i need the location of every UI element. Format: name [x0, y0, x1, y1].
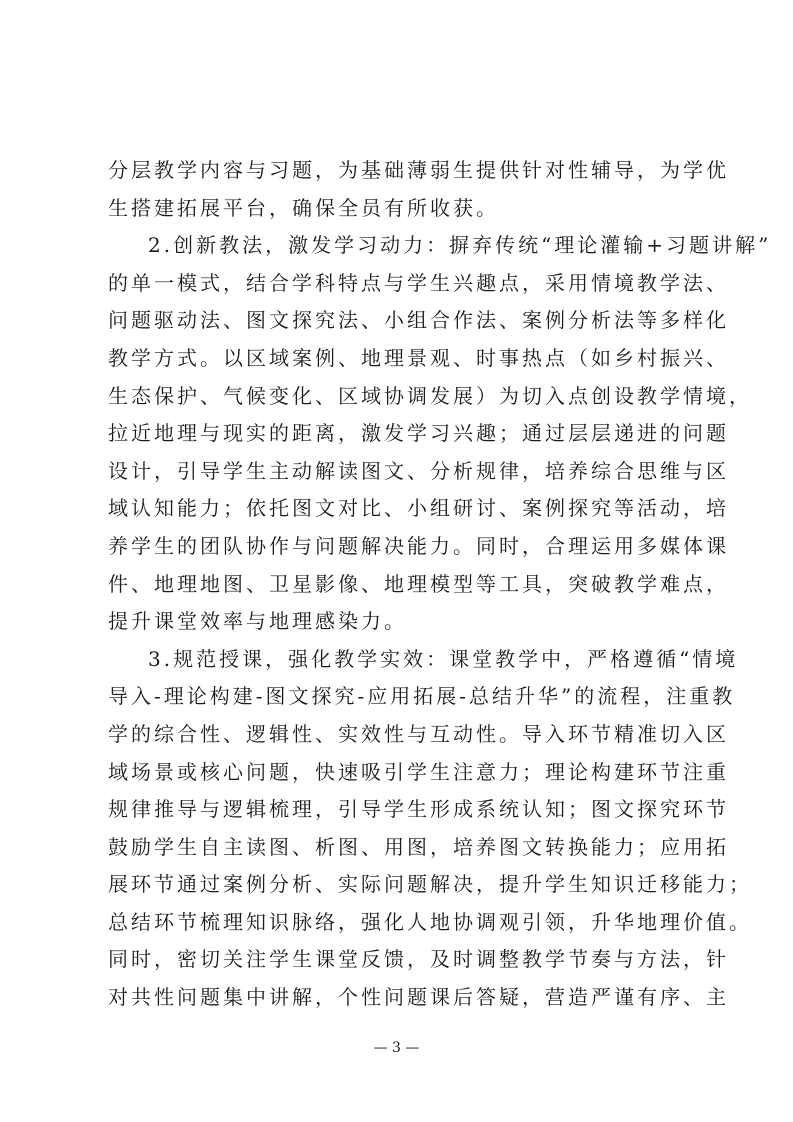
- text-line: 对共性问题集中讲解，个性问题课后答疑，营造严谨有序、主: [108, 985, 729, 1010]
- text-line: 规律推导与逻辑梳理，引导学生形成系统认知；图文探究环节: [108, 797, 729, 822]
- body-text: [108, 152, 772, 1017]
- text-line: 养学生的团队协作与问题解决能力。同时，合理运用多媒体课: [108, 533, 729, 558]
- text-line: 总结环节梳理知识脉络，强化人地协调观引领，升华地理价值。: [108, 909, 752, 934]
- text-line: 展环节通过案例分析、实际问题解决，提升学生知识迁移能力；: [108, 872, 752, 897]
- text-line: 分层教学内容与习题，为基础薄弱生提供针对性辅导，为学优: [108, 158, 729, 182]
- page-number: — 3 —: [373, 1040, 420, 1056]
- text-line: 域场景或核心问题，快速吸引学生注意力；理论构建环节注重: [108, 759, 729, 784]
- text-line: 提升课堂效率与地理感染力。: [108, 609, 407, 634]
- paragraph-start-line: 3.规范授课，强化教学实效：课堂教学中，严格遵循“情境: [148, 646, 739, 671]
- text-line: 教学方式。以区域案例、地理景观、时事热点（如乡村振兴、: [108, 345, 729, 370]
- text-line: 问题驱动法、图文探究法、小组合作法、案例分析法等多样化: [108, 308, 729, 333]
- text-line: 鼓励学生自主读图、析图、用图，培养图文转换能力；应用拓: [108, 834, 729, 859]
- text-line: 学的综合性、逻辑性、实效性与互动性。导入环节精准切入区: [108, 721, 729, 746]
- text-line: 生搭建拓展平台，确保全员有所收获。: [108, 195, 499, 220]
- text-line: 设计，引导学生主动解读图文、分析规律，培养综合思维与区: [108, 458, 729, 483]
- text-line: 的单一模式，结合学科特点与学生兴趣点，采用情境教学法、: [108, 270, 729, 295]
- text-line: 生态保护、气候变化、区域协调发展）为切入点创设教学情境，: [108, 383, 752, 408]
- text-line: 域认知能力；依托图文对比、小组研讨、案例探究等活动，培: [108, 496, 729, 521]
- text-line: 拉近地理与现实的距离，激发学习兴趣；通过层层递进的问题: [108, 421, 729, 446]
- text-line: 件、地理地图、卫星影像、地理模型等工具，突破教学难点，: [108, 571, 729, 596]
- text-line: 导入-理论构建-图文探究-应用拓展-总结升华”的流程，注重教: [108, 684, 736, 709]
- paragraph-start-line: 2.创新教法，激发学习动力：摒弃传统“理论灌输+习题讲解”: [148, 233, 772, 258]
- text-line: 同时，密切关注学生课堂反馈，及时调整教学节奏与方法，针: [108, 947, 729, 972]
